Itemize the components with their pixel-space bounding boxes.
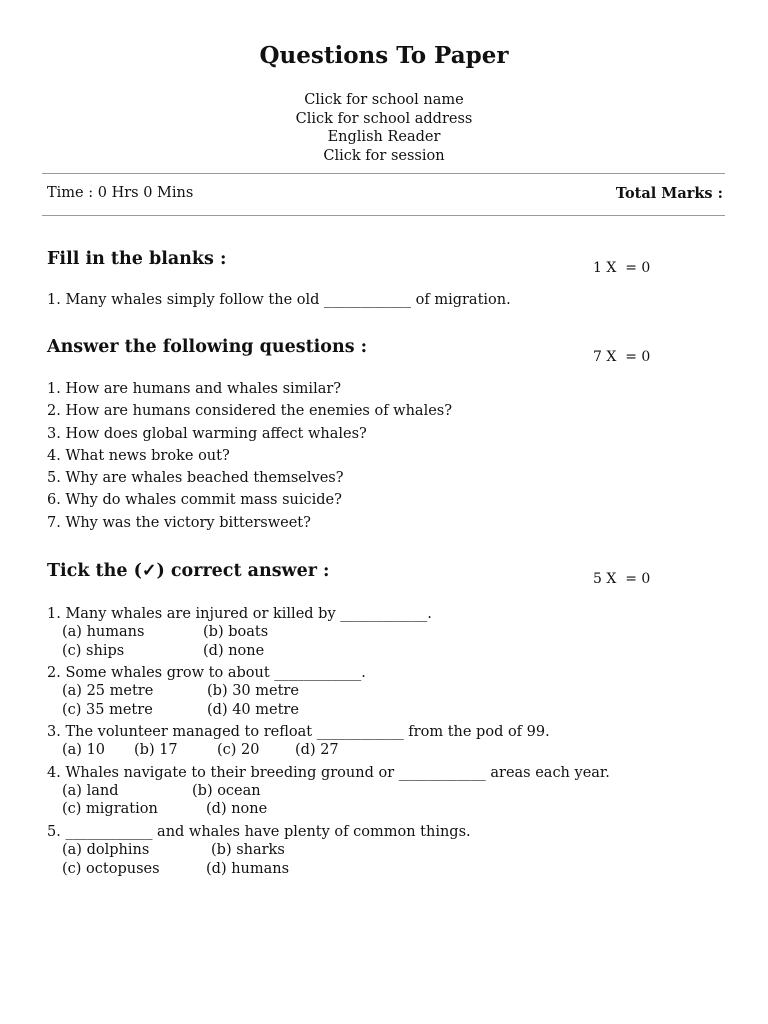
bottom-divider <box>42 215 725 216</box>
list-item: 2. How are humans considered the enemies of whales? <box>47 403 453 419</box>
school-address[interactable]: Click for school address <box>295 110 473 127</box>
list-item: 6. Why do whales commit mass suicide? <box>47 492 342 508</box>
fill-blanks-title: Fill in the blanks : <box>47 249 227 269</box>
mcq-option: (a) 25 metre <box>62 683 154 699</box>
time-label: Time : 0 Hrs 0 Mins <box>47 185 194 201</box>
list-item: 5. Why are whales beached themselves? <box>47 470 344 486</box>
fill-question: 1. Many whales simply follow the old ____________ of migration. <box>47 292 511 308</box>
mcq-question: 2. Some whales grow to about ____________. <box>47 665 366 681</box>
tick-answer-marks: 5 X = 0 <box>593 571 651 587</box>
answer-questions-marks: 7 X = 0 <box>593 349 651 365</box>
mcq-option: (a) dolphins <box>62 842 150 858</box>
session[interactable]: Click for session <box>323 147 445 164</box>
top-divider <box>42 173 725 174</box>
mcq-option: (d) none <box>206 801 268 817</box>
school-name[interactable]: Click for school name <box>304 92 464 108</box>
mcq-option: (d) 27 <box>295 742 339 758</box>
mcq-option: (a) land <box>62 783 119 799</box>
mcq-option: (c) ships <box>62 643 125 659</box>
subject-name: English Reader <box>327 129 441 146</box>
fill-blanks-marks: 1 X = 0 <box>593 260 651 276</box>
list-item: 1. How are humans and whales similar? <box>47 381 342 397</box>
mcq-option: (a) humans <box>62 624 145 640</box>
mcq-option: (c) 35 metre <box>62 702 153 718</box>
mcq-question: 3. The volunteer managed to refloat ____________ from the pod of 99. <box>47 724 550 740</box>
mcq-option: (a) 10 <box>62 742 106 758</box>
mcq-option: (d) none <box>203 643 265 659</box>
tick-answer-title: Tick the (✓) correct answer : <box>47 561 330 581</box>
page-title: Questions To Paper <box>259 42 509 69</box>
mcq-option: (b) 17 <box>134 742 178 758</box>
list-item: 3. How does global warming affect whales? <box>47 426 367 442</box>
mcq-option: (c) 20 <box>217 742 260 758</box>
mcq-option: (b) boats <box>203 624 269 640</box>
mcq-option: (c) octopuses <box>62 861 160 877</box>
mcq-option: (c) migration <box>62 801 158 817</box>
total-marks-label: Total Marks : <box>615 185 723 202</box>
mcq-question: 4. Whales navigate to their breeding ground or ____________ areas each year. <box>47 765 610 781</box>
mcq-question: 5. ____________ and whales have plenty of common things. <box>47 824 471 840</box>
list-item: 4. What news broke out? <box>47 448 230 464</box>
mcq-option: (b) ocean <box>192 783 261 799</box>
mcq-option: (b) sharks <box>211 842 285 858</box>
mcq-option: (d) 40 metre <box>207 702 299 718</box>
school-header <box>0 91 768 165</box>
mcq-question: 1. Many whales are injured or killed by ____________. <box>47 606 432 622</box>
list-item: 7. Why was the victory bittersweet? <box>47 515 311 531</box>
mcq-option: (b) 30 metre <box>207 683 299 699</box>
mcq-option: (d) humans <box>206 861 290 877</box>
answer-questions-title: Answer the following questions : <box>47 337 368 357</box>
